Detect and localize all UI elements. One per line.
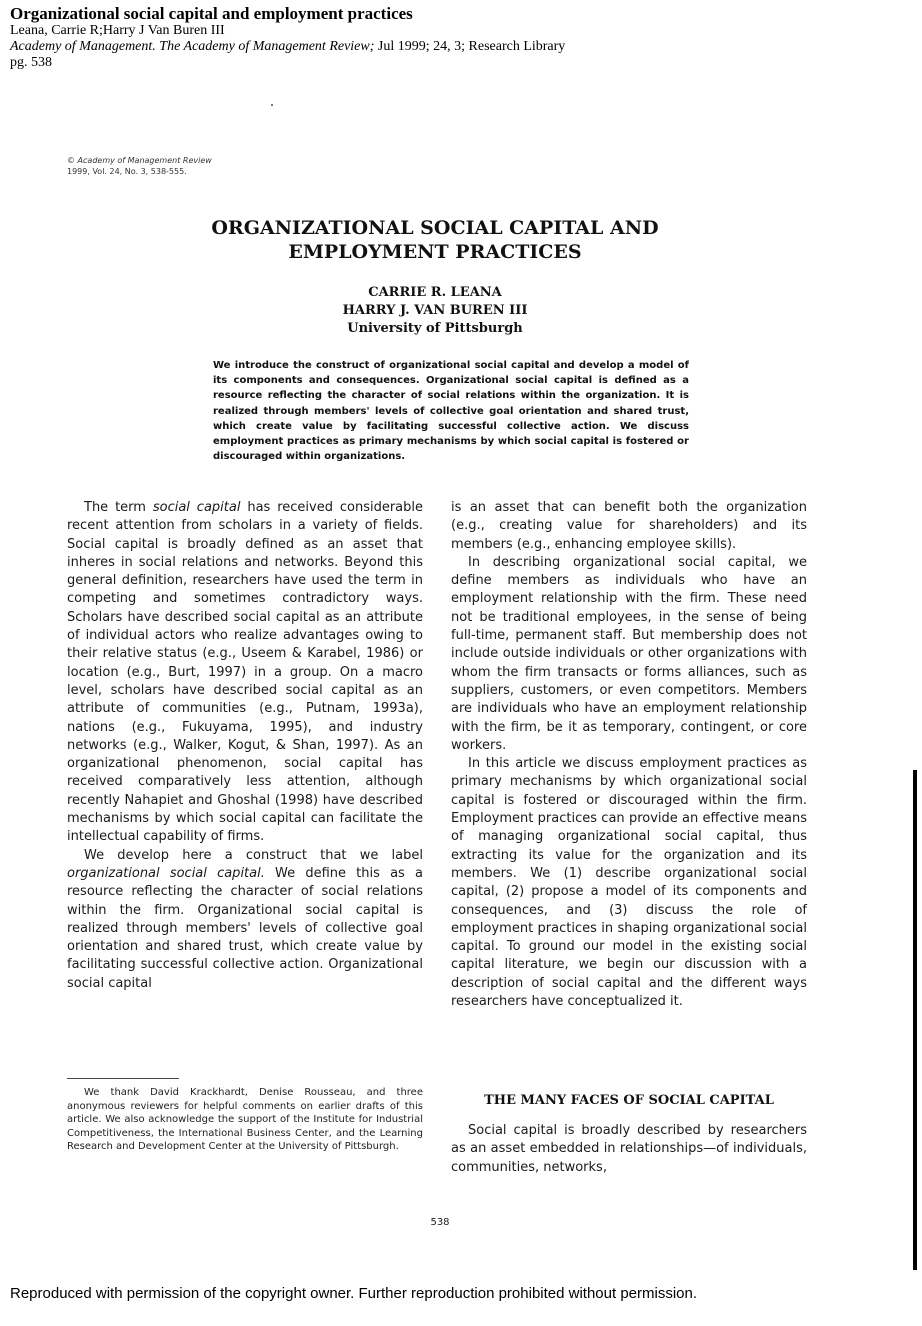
header-source-journal: Academy of Management. The Academy of Management Review; — [10, 39, 375, 54]
header-source — [10, 39, 910, 55]
footnote-divider — [67, 1078, 179, 1079]
paragraph-3: In describing organizational social capital, we define members as individuals who have an employment relationship with the firm. These need not be traditional employees, in the sense of being full-time, permanent staff. But membership does not include outside individuals or other organizations with whom the firm transacts or forms alliances, such as suppliers, customers, or even competitors. Members are individuals who have an employment relationship with the firm, be it as temporary, contingent, or core workers. — [451, 554, 807, 753]
section-body — [451, 1122, 807, 1177]
author-block — [200, 284, 670, 338]
reproduction-notice: Reproduced with permission of the copyright owner. Further reproduction prohibited without permission. — [10, 1285, 698, 1302]
author-2: HARRY J. VAN BUREN III — [342, 303, 528, 318]
abstract: We introduce the construct of organizational social capital and develop a model of its components and consequences. Organizational social capital is defined as a resource reflecting the character of social relations within the organization. It is realized through members' levels of collective goal orientation and shared trust, which create value by facilitating successful collective action. We discuss employment practices as primary mechanisms by which social capital is fostered or discouraged within organizations. — [213, 360, 689, 463]
affiliation: University of Pittsburgh — [347, 321, 523, 336]
left-column — [67, 499, 423, 993]
journal-info — [67, 155, 212, 177]
term-social-capital: social capital — [152, 500, 241, 515]
scan-speck — [271, 104, 273, 106]
journal-name: Academy of Management Review — [77, 156, 212, 165]
article-title — [150, 216, 720, 264]
term-organizational-social-capital: organizational social capital. — [67, 865, 265, 881]
article-title-line-2: EMPLOYMENT PRACTICES — [288, 241, 582, 263]
article-title-line-1: ORGANIZATIONAL SOCIAL CAPITAL AND — [211, 217, 659, 239]
page-number: 538 — [430, 1217, 450, 1228]
paragraph-2: We develop here a construct that we label organizational social capital. We define this as a resource reflecting the character of social relations within the firm. Organizational social capital is realized through members' levels of collective goal orientation and shared trust, which create value by facilitating successful collective action. Organizational social capital — [67, 847, 423, 991]
right-column — [451, 499, 807, 1011]
paragraph-1: The term social capital has received considerable recent attention from scholars in a variety of fields. Social capital is broadly defined as an asset that inheres in social relations and networks. Beyond this general definition, researchers have used the term in competing and sometimes contradictory ways. Scholars have described social capital as an attribute of individual actors who realize advantages owing to their relative status (e.g., Useem & Karabel, 1986) or location (e.g., Burt, 1997) in a group. On a macro level, scholars have described social capital as an attribute of communities (e.g., Putnam, 1993a), nations (e.g., Fukuyama, 1995), and industry networks (e.g., Walker, Kogut, & Shan, 1997). As an organizational phenomenon, social capital has received comparatively less attention, although recently Nahapiet and Ghoshal (1998) have described mechanisms by which social capital can facilitate the intellectual capability of firms. — [67, 500, 424, 845]
scan-edge-bar — [913, 770, 917, 1270]
footnote: We thank David Krackhardt, Denise Rousseau, and three anonymous reviewers for helpful comments on earlier drafts of this article. We also acknowledge the support of the Institute for Industrial Competitiveness, the International Business Center, and the Learning Research and Development Center at the University of Pittsburgh. — [67, 1087, 423, 1153]
paragraph-4: In this article we discuss employment practices as primary mechanisms by which organizational social capital is fostered or discouraged within the firm. Employment practices can provide an effective means of managing organizational social capital, thus extracting its value for the organization and its members. We (1) describe organizational social capital, (2) propose a model of its components and consequences, and (3) discuss the role of employment practices in shaping organizational social capital. To ground our model in the existing social capital literature, we begin our discussion with a description of social capital and the different ways researchers have conceptualized it. — [451, 756, 807, 1010]
section-heading: THE MANY FACES OF SOCIAL CAPITAL — [484, 1093, 774, 1108]
paragraph-5: Social capital is broadly described by researchers as an asset embedded in relationships—of individuals, communities, networks, — [451, 1123, 807, 1175]
copyright-mark: © — [67, 156, 75, 165]
journal-citation: 1999, Vol. 24, No. 3, 538-555. — [67, 167, 187, 176]
header-source-details: Jul 1999; 24, 3; Research Library — [374, 39, 566, 54]
header-authors: Leana, Carrie R;Harry J Van Buren III — [10, 23, 225, 38]
header-page: pg. 538 — [10, 55, 52, 70]
document-header — [10, 4, 910, 71]
paragraph-2-continued: is an asset that can benefit both the organization (e.g., creating value for shareholders) and its members (e.g., enhancing employee skills). — [451, 500, 807, 552]
header-title: Organizational social capital and employment practices — [10, 4, 413, 23]
author-1: CARRIE R. LEANA — [368, 285, 502, 300]
